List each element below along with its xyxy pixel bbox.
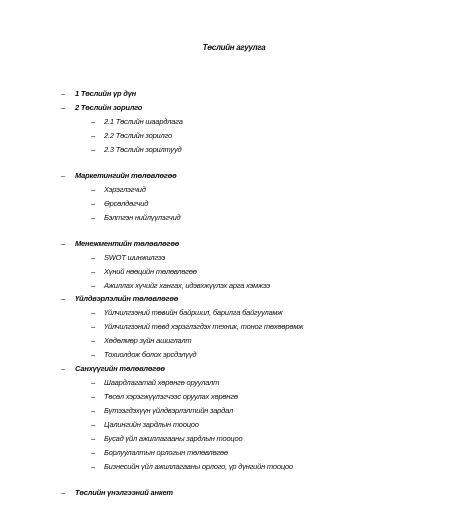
outline-item-text: Өрсөлдөгчид — [104, 199, 149, 208]
outline-item-text: Бүтээгдэхүүн үйлдвэрлэлтийн зардал — [104, 406, 234, 415]
bullet-dash: – — [91, 117, 95, 126]
outline-item-text: Хэрэглэгчид — [104, 185, 146, 194]
bullet-dash: – — [91, 185, 95, 194]
outline-item-text: Бэлтгэн нийлүүлэгчид — [104, 213, 181, 222]
outline-item-text: Хөдөлмөр зүйн ашиглалт — [104, 336, 192, 345]
outline-item-text: Маркетингийн төлөвлөгөө — [75, 171, 177, 180]
bullet-dash: – — [61, 239, 65, 248]
outline-item-text: 1 Төслийн үр дүн — [75, 89, 137, 98]
outline-item-text: Үйлдвэрлэлийн төлөвлөгөө — [75, 294, 179, 303]
outline-item-text: 2.1 Төслийн шаардлага — [104, 117, 183, 126]
bullet-dash: – — [91, 420, 95, 429]
bullet-dash: – — [91, 253, 95, 262]
bullet-dash: – — [61, 89, 65, 98]
bullet-dash: – — [91, 336, 95, 345]
outline-item-text: 2.2 Төслийн зорилго — [104, 131, 172, 140]
bullet-dash: – — [91, 267, 95, 276]
bullet-dash: – — [91, 145, 95, 154]
outline-item-text: Төслийн үнэлгээний анкет — [75, 488, 173, 497]
bullet-dash: – — [91, 199, 95, 208]
bullet-dash: – — [91, 434, 95, 443]
outline-item-text: Төсөл хэрэгжүүлэгчээс оруулах хөрөнгө — [104, 392, 238, 401]
bullet-dash: – — [61, 488, 65, 497]
outline-item-text: Бусад үйл ажиллагааны зардлын тооцоо — [104, 434, 243, 443]
outline-item-text: Цалингийн зардлын тооцоо — [104, 420, 199, 429]
outline-item-text: Санхүүгийн төлөвлөгөө — [75, 364, 165, 373]
bullet-dash: – — [91, 322, 95, 331]
bullet-dash: – — [91, 448, 95, 457]
bullet-dash: – — [91, 308, 95, 317]
bullet-dash: – — [61, 294, 65, 303]
bullet-dash: – — [91, 392, 95, 401]
bullet-dash: – — [61, 171, 65, 180]
bullet-dash: – — [61, 364, 65, 373]
bullet-dash: – — [91, 131, 95, 140]
bullet-dash: – — [91, 378, 95, 387]
outline-item-text: Менежментийн төлөвлөгөө — [75, 239, 180, 248]
outline-item-text: SWOT шинжилгээ — [104, 253, 165, 262]
outline-item-text: Хүний нөөцийн төлөвлөгөө — [104, 267, 197, 276]
outline-item-text: Борлуулалтын орлогын төлөвлөгөө — [104, 448, 228, 457]
bullet-dash: – — [91, 462, 95, 471]
outline-item-text: Үйлчилгээний төвд хэрэглэгдэх техник, тоног төхөөрөмж — [104, 322, 304, 331]
bullet-dash: – — [91, 213, 95, 222]
outline-item-text: Үйлчилгээний төвийн байршил, барилга байгууламж — [104, 308, 283, 317]
outline-item-text: Тохиолдож болох эрсдэлүүд — [104, 350, 197, 359]
bullet-dash: – — [91, 281, 95, 290]
bullet-dash: – — [91, 406, 95, 415]
bullet-dash: – — [61, 103, 65, 112]
bullet-dash: – — [91, 350, 95, 359]
document-title: Төслийн агуулга — [202, 43, 266, 52]
outline-item-text: 2 Төслийн зорилго — [75, 103, 143, 112]
outline-item-text: Бизнесийн үйл ажиллагааны орлого, үр дүнгийн тооцоо — [104, 462, 293, 471]
outline-item-text: Шаардлагатай хөрөнгө оруулалт — [104, 378, 220, 387]
outline-item-text: 2.3 Төслийн зорилтууд — [104, 145, 182, 154]
outline-item-text: Ажиллах хүчийг хангах, идэвхжүүлэх арга хэмжээ — [104, 281, 270, 290]
